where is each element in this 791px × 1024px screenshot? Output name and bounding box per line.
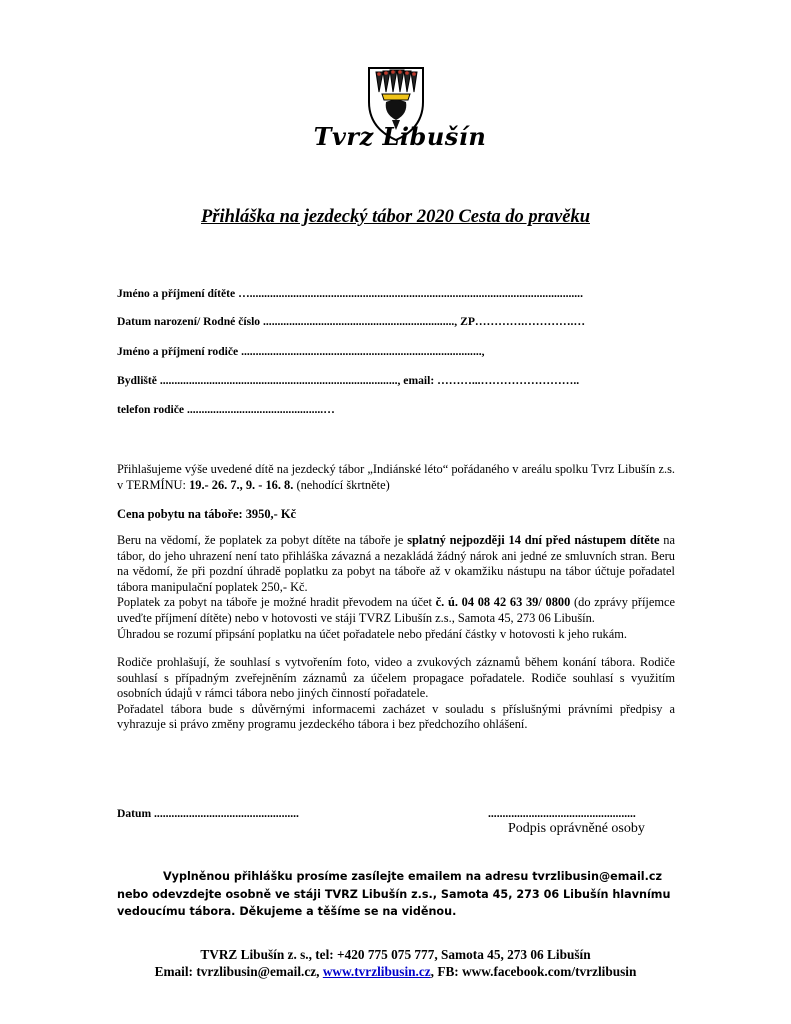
signature-line[interactable]: ...................................................	[488, 807, 636, 820]
consent-paragraph	[117, 655, 675, 733]
address-email-field[interactable]: Bydliště .................................................................................., email: ………...……………………..	[117, 374, 580, 387]
registration-paragraph	[117, 462, 675, 493]
submission-notice: Vyplněnou přihlášku prosíme zasílejte emailem na adresu tvrzlibusin@email.cz nebo odevzdejte osobně ve stáji TVRZ Libušín z.s., Samota 45, 273 06 Libušín hlavnímu vedoucímu tábora. Děkujeme a těšíme se na viděnou.	[117, 870, 671, 918]
brand-name: Tvrz Libušín	[313, 122, 487, 151]
account-text: Poplatek za pobyt na táboře je možné hradit převodem na účet	[117, 595, 432, 610]
signature-label: Podpis oprávněné osoby	[508, 821, 645, 836]
page-title: Přihláška na jezdecký tábor 2020 Cesta do pravěku	[200, 207, 590, 227]
parent-name-field[interactable]: Jméno a příjmení rodiče ...................................................................................,	[117, 345, 485, 358]
child-name-field[interactable]: Jméno a příjmení dítěte …...................................................................................................................	[117, 287, 583, 300]
price-line: Cena pobytu na táboře: 3950,- Kč	[117, 507, 296, 521]
payment-terms	[117, 533, 675, 595]
footer-links	[0, 964, 791, 980]
footer-email: Email: tvrzlibusin@email.cz,	[154, 964, 320, 979]
consent-text: Rodiče prohlašují, že souhlasí s vytvořením foto, video a zvukových záznamů během konání tábora. Rodiče souhlasí s případným zveřejněním záznamů za účelem propagace pořadatele. Rodiče souhlasí s využitím osobních údajů v rámci tábora nebo jiných činností pořadatele.	[117, 655, 675, 701]
website-link[interactable]: www.tvrzlibusin.cz	[322, 964, 431, 979]
account-number: č. ú. 04 08 42 63 39/ 0800	[435, 595, 571, 610]
payment-text-1: Beru na vědomí, že poplatek za pobyt dítěte na táboře je	[117, 533, 404, 547]
dates-note: (nehodící škrtněte)	[296, 477, 390, 492]
parent-phone-field[interactable]: telefon rodiče ...............................................…	[117, 403, 335, 416]
privacy-text: Pořadatel tábora bude s důvěrnými informacemi zacházet v souladu s příslušnými právními předpisy a vyhrazuje si právo změny programu jezdeckého tábora i bez předchozího ohlášení.	[117, 701, 675, 732]
payment-text-2: na tábor, do jeho uhrazení není tato přihláška závazná a nezakládá žádný nárok ani jedné ze smluvních stran. Beru na vědomí, že při pozdní úhradě poplatku za pobyt na táboře až v okamžiku nástupu na tábor účtuje pořadatel tábora manipulační poplatek 250,- Kč.	[117, 533, 675, 594]
payment-account	[117, 595, 675, 626]
payment-definition: Úhradou se rozumí připsání poplatku na účet pořadatele nebo předání částky v hotovosti k jeho rukám.	[117, 626, 627, 641]
camp-dates: 19.- 26. 7., 9. - 16. 8.	[189, 477, 294, 492]
registration-text: Přihlašujeme výše uvedené dítě na jezdecký tábor „Indiánské léto“ pořádaného v areálu spolku Tvrz Libušín z.s. v TERMÍNU:	[117, 462, 675, 492]
footer-contact: TVRZ Libušín z. s., tel: +420 775 075 777, Samota 45, 273 06 Libušín	[200, 947, 591, 962]
date-field[interactable]: Datum ..................................................	[117, 807, 299, 820]
footer-facebook: , FB: www.facebook.com/tvrzlibusin	[430, 964, 637, 979]
account-note: (do zprávy příjemce uveďte příjmení dítěte) nebo v hotovosti ve stáji TVRZ Libušín z.s., Samota 45, 273 06 Libušín.	[117, 595, 675, 625]
payment-paragraph	[117, 533, 675, 642]
payment-deadline: splatný nejpozději 14 dní před nástupem dítěte	[407, 533, 660, 547]
birth-date-field[interactable]: Datum narození/ Rodné číslo .................................................................., ZP………….………….…	[117, 315, 586, 328]
